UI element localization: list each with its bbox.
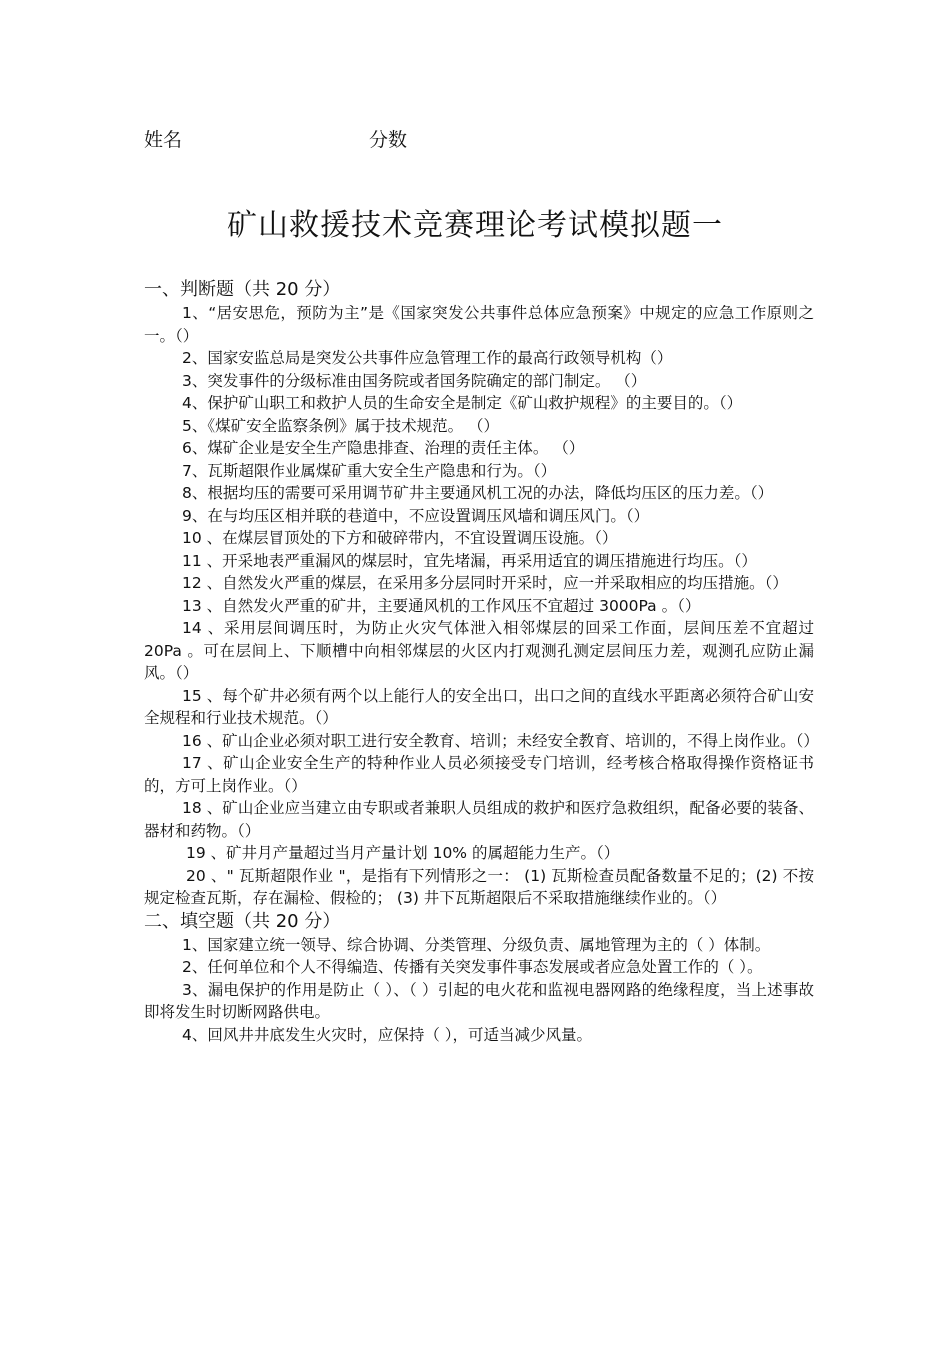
question-item: 3、漏电保护的作用是防止（ ）、（ ）引起的电火花和监视电器网路的绝缘程度，当上述事故即将发生时切断网路供电。 <box>144 980 814 1021</box>
question-item: 8、根据均压的需要可采用调节矿井主要通风机工况的办法，降低均压区的压力差。（） <box>182 484 774 502</box>
question-item: 12 、自然发火严重的煤层，在采用多分层同时开采时，应一并采取相应的均压措施。（） <box>182 574 788 592</box>
question-item: 2、国家安监总局是突发公共事件应急管理工作的最高行政领导机构（） <box>182 349 673 367</box>
question-item: 5、《煤矿安全监察条例》属于技术规范。 （） <box>182 416 500 435</box>
question-item: 14 、采用层间调压时，为防止火灾气体泄入相邻煤层的回采工作面，层间压差不宜超过 20Pa 。可在层间上、下顺槽中向相邻煤层的火区内打观测孔测定层间压力差，观测孔应防止漏风。（） <box>144 619 814 682</box>
question-item: 1、国家建立统一领导、综合协调、分类管理、分级负责、属地管理为主的（ ）体制。 <box>182 935 771 954</box>
question-item: 2、任何单位和个人不得编造、传播有关突发事件事态发展或者应急处置工作的（ ）。 <box>182 958 763 976</box>
question-item: 20 、" 瓦斯超限作业 "，是指有下列情形之一： (1) 瓦斯检查员配备数量不足的；(2) 不按规定检查瓦斯，存在漏检、假检的； (3) 井下瓦斯超限后不采取措施继续作业的。（） <box>144 866 814 907</box>
question-item: 15 、每个矿井必须有两个以上能行人的安全出口，出口之间的直线水平距离必须符合矿山安全规程和行业技术规范。（） <box>144 686 814 727</box>
question-item: 13 、自然发火严重的矿井，主要通风机的工作风压不宜超过 3000Pa 。（） <box>182 596 701 615</box>
question-item: 4、保护矿山职工和救护人员的生命安全是制定《矿山救护规程》的主要目的。（） <box>182 394 743 412</box>
exam-title: 矿山救援技术竞赛理论考试模拟题一 <box>227 208 723 243</box>
judgment-question-list <box>144 302 819 910</box>
question-item: 4、回风井井底发生火灾时，应保持（ ），可适当减少风量。 <box>182 1025 593 1044</box>
exam-content <box>144 278 819 1046</box>
question-item: 16 、矿山企业必须对职工进行安全教育、培训；未经安全教育、培训的，不得上岗作业。（） <box>182 731 819 750</box>
question-item: 7、瓦斯超限作业属煤矿重大安全生产隐患和行为。（） <box>182 461 557 480</box>
question-item: 9、在与均压区相并联的巷道中，不应设置调压风墙和调压风门。（） <box>182 506 650 525</box>
section-heading-fill-blank: 二、填空题（共 20 分） <box>144 910 341 932</box>
question-item: 17 、矿山企业安全生产的特种作业人员必须接受专门培训，经考核合格取得操作资格证书的，方可上岗作业。（） <box>144 754 814 795</box>
exam-header <box>144 127 408 153</box>
fill-blank-question-list <box>144 934 814 1047</box>
question-item: 19 、矿井月产量超过当月产量计划 10% 的属超能力生产。（） <box>186 844 620 862</box>
question-item: 6、煤矿企业是安全生产隐患排查、治理的责任主体。 （） <box>182 439 585 457</box>
question-item: 3、突发事件的分级标准由国务院或者国务院确定的部门制定。 （） <box>182 371 647 390</box>
question-item: 11 、开采地表严重漏风的煤层时，宜先堵漏，再采用适宜的调压措施进行均压。（） <box>182 551 757 570</box>
question-item: 18 、矿山企业应当建立由专职或者兼职人员组成的救护和医疗急救组织，配备必要的装备、器材和药物。（） <box>144 799 814 840</box>
question-item: 1、“居安思危，预防为主”是《国家突发公共事件总体应急预案》中规定的应急工作原则之一。（） <box>144 304 814 345</box>
score-label: 分数 <box>369 129 408 151</box>
question-item: 10 、在煤层冒顶处的下方和破碎带内，不宜设置调压设施。（） <box>182 529 618 547</box>
name-label: 姓名 <box>144 129 183 151</box>
section-heading-judgment: 一、判断题（共 20 分） <box>144 279 341 300</box>
